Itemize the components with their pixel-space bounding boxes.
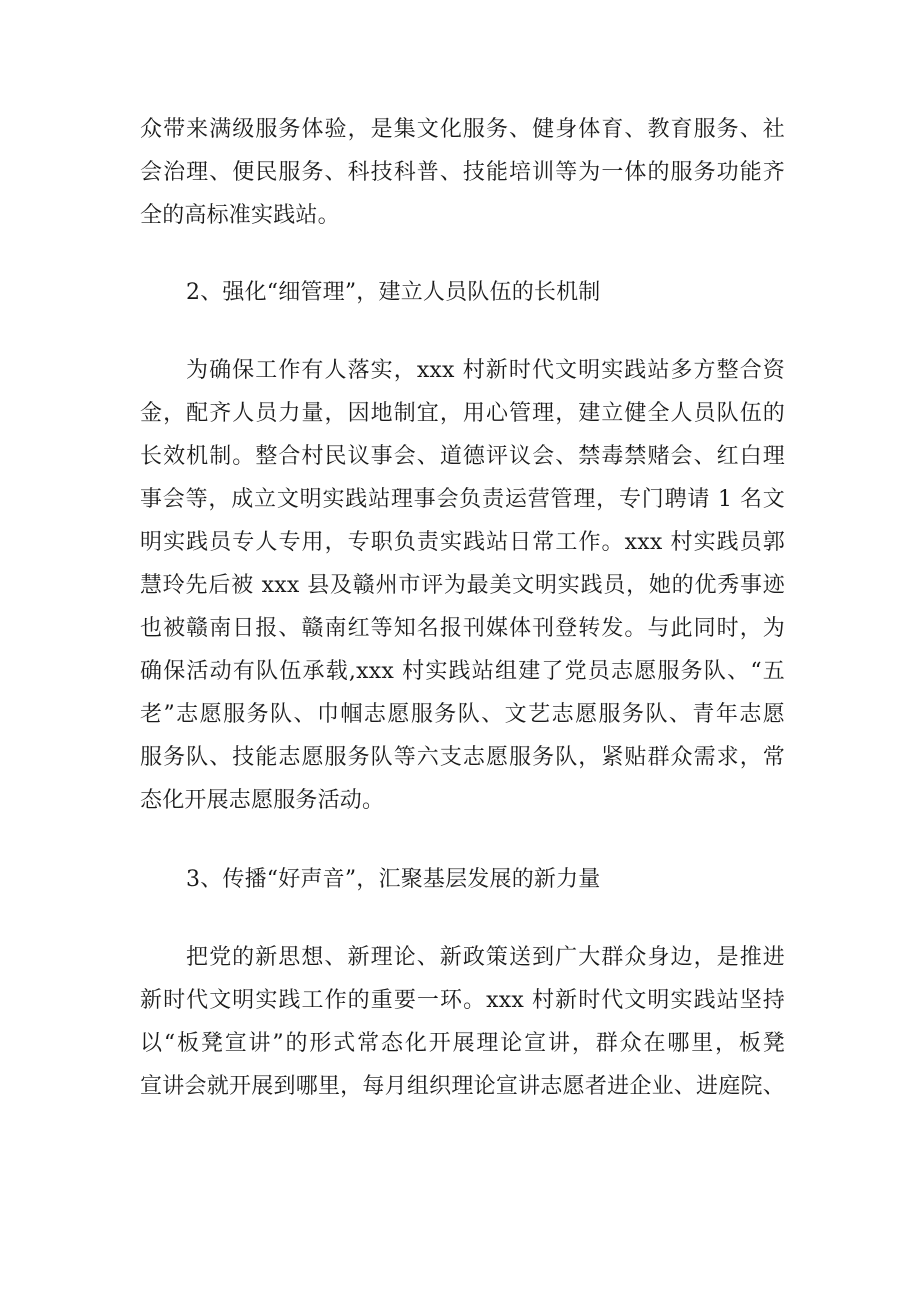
- paragraph-line: 众带来满级服务体验，是集文化服务、健身体育、教育服务、社: [140, 117, 785, 142]
- paragraph-line: 服务队、技能志愿服务队等六支志愿服务队，紧贴群众需求，常: [140, 745, 785, 770]
- paragraph-line: 事会等，成立文明实践站理事会负责运营管理，专门聘请 1 名文: [140, 487, 785, 512]
- paragraph-line: 确保活动有队伍承载,xxx 村实践站组建了党员志愿服务队、“五: [140, 659, 785, 684]
- paragraph-line: 宣讲会就开展到哪里，每月组织理论宣讲志愿者进企业、进庭院、: [140, 1074, 785, 1099]
- paragraph-line: 会治理、便民服务、科技科普、技能培训等为一体的服务功能齐: [140, 160, 785, 185]
- paragraph-line: 全的高标准实践站。: [140, 203, 340, 228]
- section-heading: 2、强化“细管理”，建立人员队伍的长机制: [186, 280, 601, 305]
- paragraph-line: 新时代文明实践工作的重要一环。xxx 村新时代文明实践站坚持: [140, 988, 785, 1013]
- paragraph-line: 老”志愿服务队、巾帼志愿服务队、文艺志愿服务队、青年志愿: [140, 702, 785, 727]
- paragraph-line: 为确保工作有人落实，xxx 村新时代文明实践站多方整合资: [186, 358, 785, 383]
- paragraph-line: 态化开展志愿服务活动。: [140, 788, 385, 813]
- paragraph-line: 长效机制。整合村民议事会、道德评议会、禁毒禁赌会、红白理: [140, 444, 785, 469]
- paragraph-line: 慧玲先后被 xxx 县及赣州市评为最美文明实践员，她的优秀事迹: [140, 573, 785, 598]
- paragraph-line: 以“板凳宣讲”的形式常态化开展理论宣讲，群众在哪里，板凳: [140, 1031, 785, 1056]
- paragraph-line: 金，配齐人员力量，因地制宜，用心管理，建立健全人员队伍的: [140, 401, 785, 426]
- paragraph-line: 明实践员专人专用，专职负责实践站日常工作。xxx 村实践员郭: [140, 530, 785, 555]
- paragraph-line: 也被赣南日报、赣南红等知名报刊媒体刊登转发。与此同时，为: [140, 616, 785, 641]
- section-heading: 3、传播“好声音”，汇聚基层发展的新力量: [186, 867, 601, 892]
- paragraph-line: 把党的新思想、新理论、新政策送到广大群众身边，是推进: [186, 945, 785, 970]
